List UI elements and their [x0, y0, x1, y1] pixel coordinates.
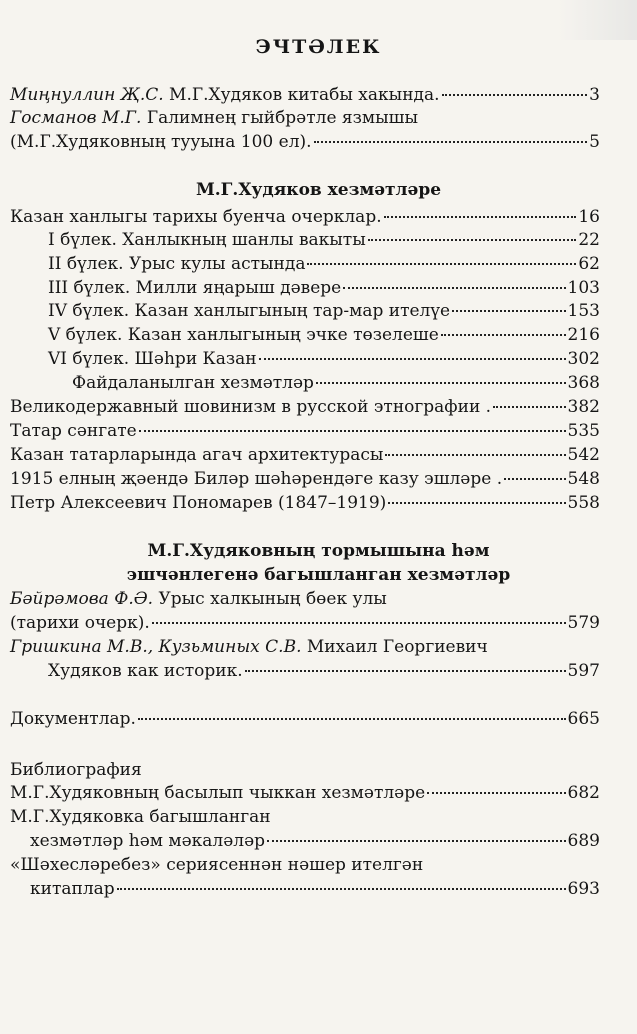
entry-author: Миңнуллин Җ.С. — [10, 85, 164, 105]
dot-leader — [259, 358, 566, 360]
page-number: 548 — [567, 469, 600, 489]
page-number: 693 — [567, 879, 600, 899]
dot-leader — [452, 310, 566, 312]
entry-author: Госманов М.Г. — [10, 108, 142, 128]
toc-entry-bayramova-line1 — [10, 588, 387, 610]
page-number: 542 — [567, 445, 600, 465]
page-number: 16 — [578, 207, 600, 227]
entry-title: М.Г.Худяков китабы хакында. — [163, 85, 440, 105]
entry-title: 1915 елның җәендә Биләр шәһәрендәге казу эшләре . — [10, 469, 503, 489]
page-number: 682 — [567, 783, 600, 803]
toc-entry-grishkina-line1 — [10, 636, 488, 658]
entry-title: III бүлек. Милли яңарыш дәвере — [48, 278, 342, 298]
toc-entry-line2 — [30, 878, 600, 900]
dot-leader — [267, 840, 566, 842]
entry-author: Гришкина М.В., Кузьминых С.В. — [10, 637, 302, 657]
entry-title: Михаил Георгиевич — [301, 637, 488, 657]
toc-entry-line1: «Шәхесләребез» сериясеннән нәшер ителгән — [10, 855, 424, 875]
toc-entry — [10, 206, 600, 228]
toc-entry — [48, 348, 600, 370]
entry-title: Петр Алексеевич Пономарев (1847–1919) — [10, 493, 387, 513]
toc-entry — [10, 468, 600, 490]
entry-title: Документлар. — [10, 709, 136, 729]
entry-title-cont: (М.Г.Худяковның тууына 100 ел). — [10, 132, 312, 152]
page-number: 579 — [567, 613, 600, 633]
entry-title: Казан ханлыгы тарихы буенча очерклар. — [10, 207, 382, 227]
page-corner-shadow — [557, 0, 637, 40]
toc-entry-line2 — [30, 830, 600, 852]
toc-entry-line1: М.Г.Худяковка багышланган — [10, 807, 271, 827]
toc-entry — [48, 300, 600, 322]
toc-entry — [48, 324, 600, 346]
toc-entry — [10, 420, 600, 442]
toc-entry — [10, 444, 600, 466]
toc-entry — [10, 492, 600, 514]
page-number: 597 — [567, 661, 600, 681]
entry-title: Галимнең гыйбрәтле язмышы — [141, 108, 418, 128]
toc-entry-minnullin — [10, 84, 600, 106]
entry-title: хезмәтләр һәм мәкаләләр — [30, 831, 266, 851]
dot-leader — [368, 239, 577, 241]
toc-entry — [10, 782, 600, 804]
page-number: 368 — [567, 373, 600, 393]
dot-leader — [117, 888, 566, 890]
dot-leader — [441, 334, 566, 336]
bibliography-heading: Библиография — [10, 760, 142, 780]
dot-leader — [152, 622, 566, 624]
toc-entry — [48, 229, 600, 251]
page-number: 22 — [578, 230, 600, 250]
entry-title: Файдаланылган хезмәтләр — [72, 373, 314, 393]
page-number: 382 — [567, 397, 600, 417]
toc-entry — [48, 253, 600, 275]
toc-entry — [10, 396, 600, 418]
entry-title-cont: Худяков как историк. — [48, 661, 243, 681]
toc-entry-bayramova-line2 — [10, 612, 600, 634]
dot-leader — [384, 216, 577, 218]
section-heading-line2: эшчәнлегенә багышланган хезмәтләр — [126, 565, 511, 585]
dot-leader — [388, 502, 565, 504]
entry-title: I бүлек. Ханлыкның шанлы вакыты — [48, 230, 366, 250]
dot-leader — [442, 94, 588, 96]
entry-author: Бәйрәмова Ф.Ә. — [10, 589, 154, 609]
toc-entry-gosmanov-line1 — [10, 107, 418, 129]
dot-leader — [504, 478, 565, 480]
toc-entry — [72, 372, 600, 394]
section-heading: М.Г.Худяков хезмәтләре — [195, 180, 442, 200]
page-number: 535 — [567, 421, 600, 441]
dot-leader — [307, 263, 576, 265]
page-number: 302 — [567, 349, 600, 369]
section-heading-line1: М.Г.Худяковның тормышына һәм — [147, 541, 490, 561]
toc-entry-grishkina-line2 — [48, 660, 600, 682]
page-number: 558 — [567, 493, 600, 513]
toc-entry — [48, 277, 600, 299]
entry-title: V бүлек. Казан ханлыгының эчке төзелеше — [48, 325, 439, 345]
page-number: 5 — [589, 132, 600, 152]
dot-leader — [427, 792, 565, 794]
page-number: 103 — [567, 278, 600, 298]
dot-leader — [316, 382, 566, 384]
entry-title: Казан татарларында агач архитектурасы — [10, 445, 384, 465]
dot-leader — [493, 406, 565, 408]
page-number: 153 — [567, 301, 600, 321]
entry-title: китаплар — [30, 879, 115, 899]
entry-title: II бүлек. Урыс кулы астында — [48, 254, 306, 274]
entry-title-cont: (тарихи очерк). — [10, 613, 150, 633]
toc-entry-documents — [10, 708, 600, 730]
dot-leader — [385, 454, 565, 456]
dot-leader — [245, 670, 566, 672]
dot-leader — [139, 430, 566, 432]
entry-title: М.Г.Худяковның басылып чыккан хезмәтләре — [10, 783, 426, 803]
toc-entry-gosmanov-line2 — [10, 131, 600, 153]
entry-title: Татар сәнгате — [10, 421, 137, 441]
entry-title: VI бүлек. Шәһри Казан — [48, 349, 257, 369]
page-number: 689 — [567, 831, 600, 851]
page-number: 665 — [567, 709, 600, 729]
page-number: 216 — [567, 325, 600, 345]
page-title: ЭЧТӘЛЕК — [255, 36, 382, 58]
page-number: 3 — [589, 85, 600, 105]
entry-title: IV бүлек. Казан ханлыгының тар-мар ителүе — [48, 301, 451, 321]
entry-title: Великодержавный шовинизм в русской этнографии . — [10, 397, 492, 417]
entry-title: Урыс халкының бөек улы — [153, 589, 387, 609]
page-number: 62 — [578, 254, 600, 274]
dot-leader — [138, 718, 566, 720]
dot-leader — [314, 141, 588, 143]
dot-leader — [343, 287, 565, 289]
